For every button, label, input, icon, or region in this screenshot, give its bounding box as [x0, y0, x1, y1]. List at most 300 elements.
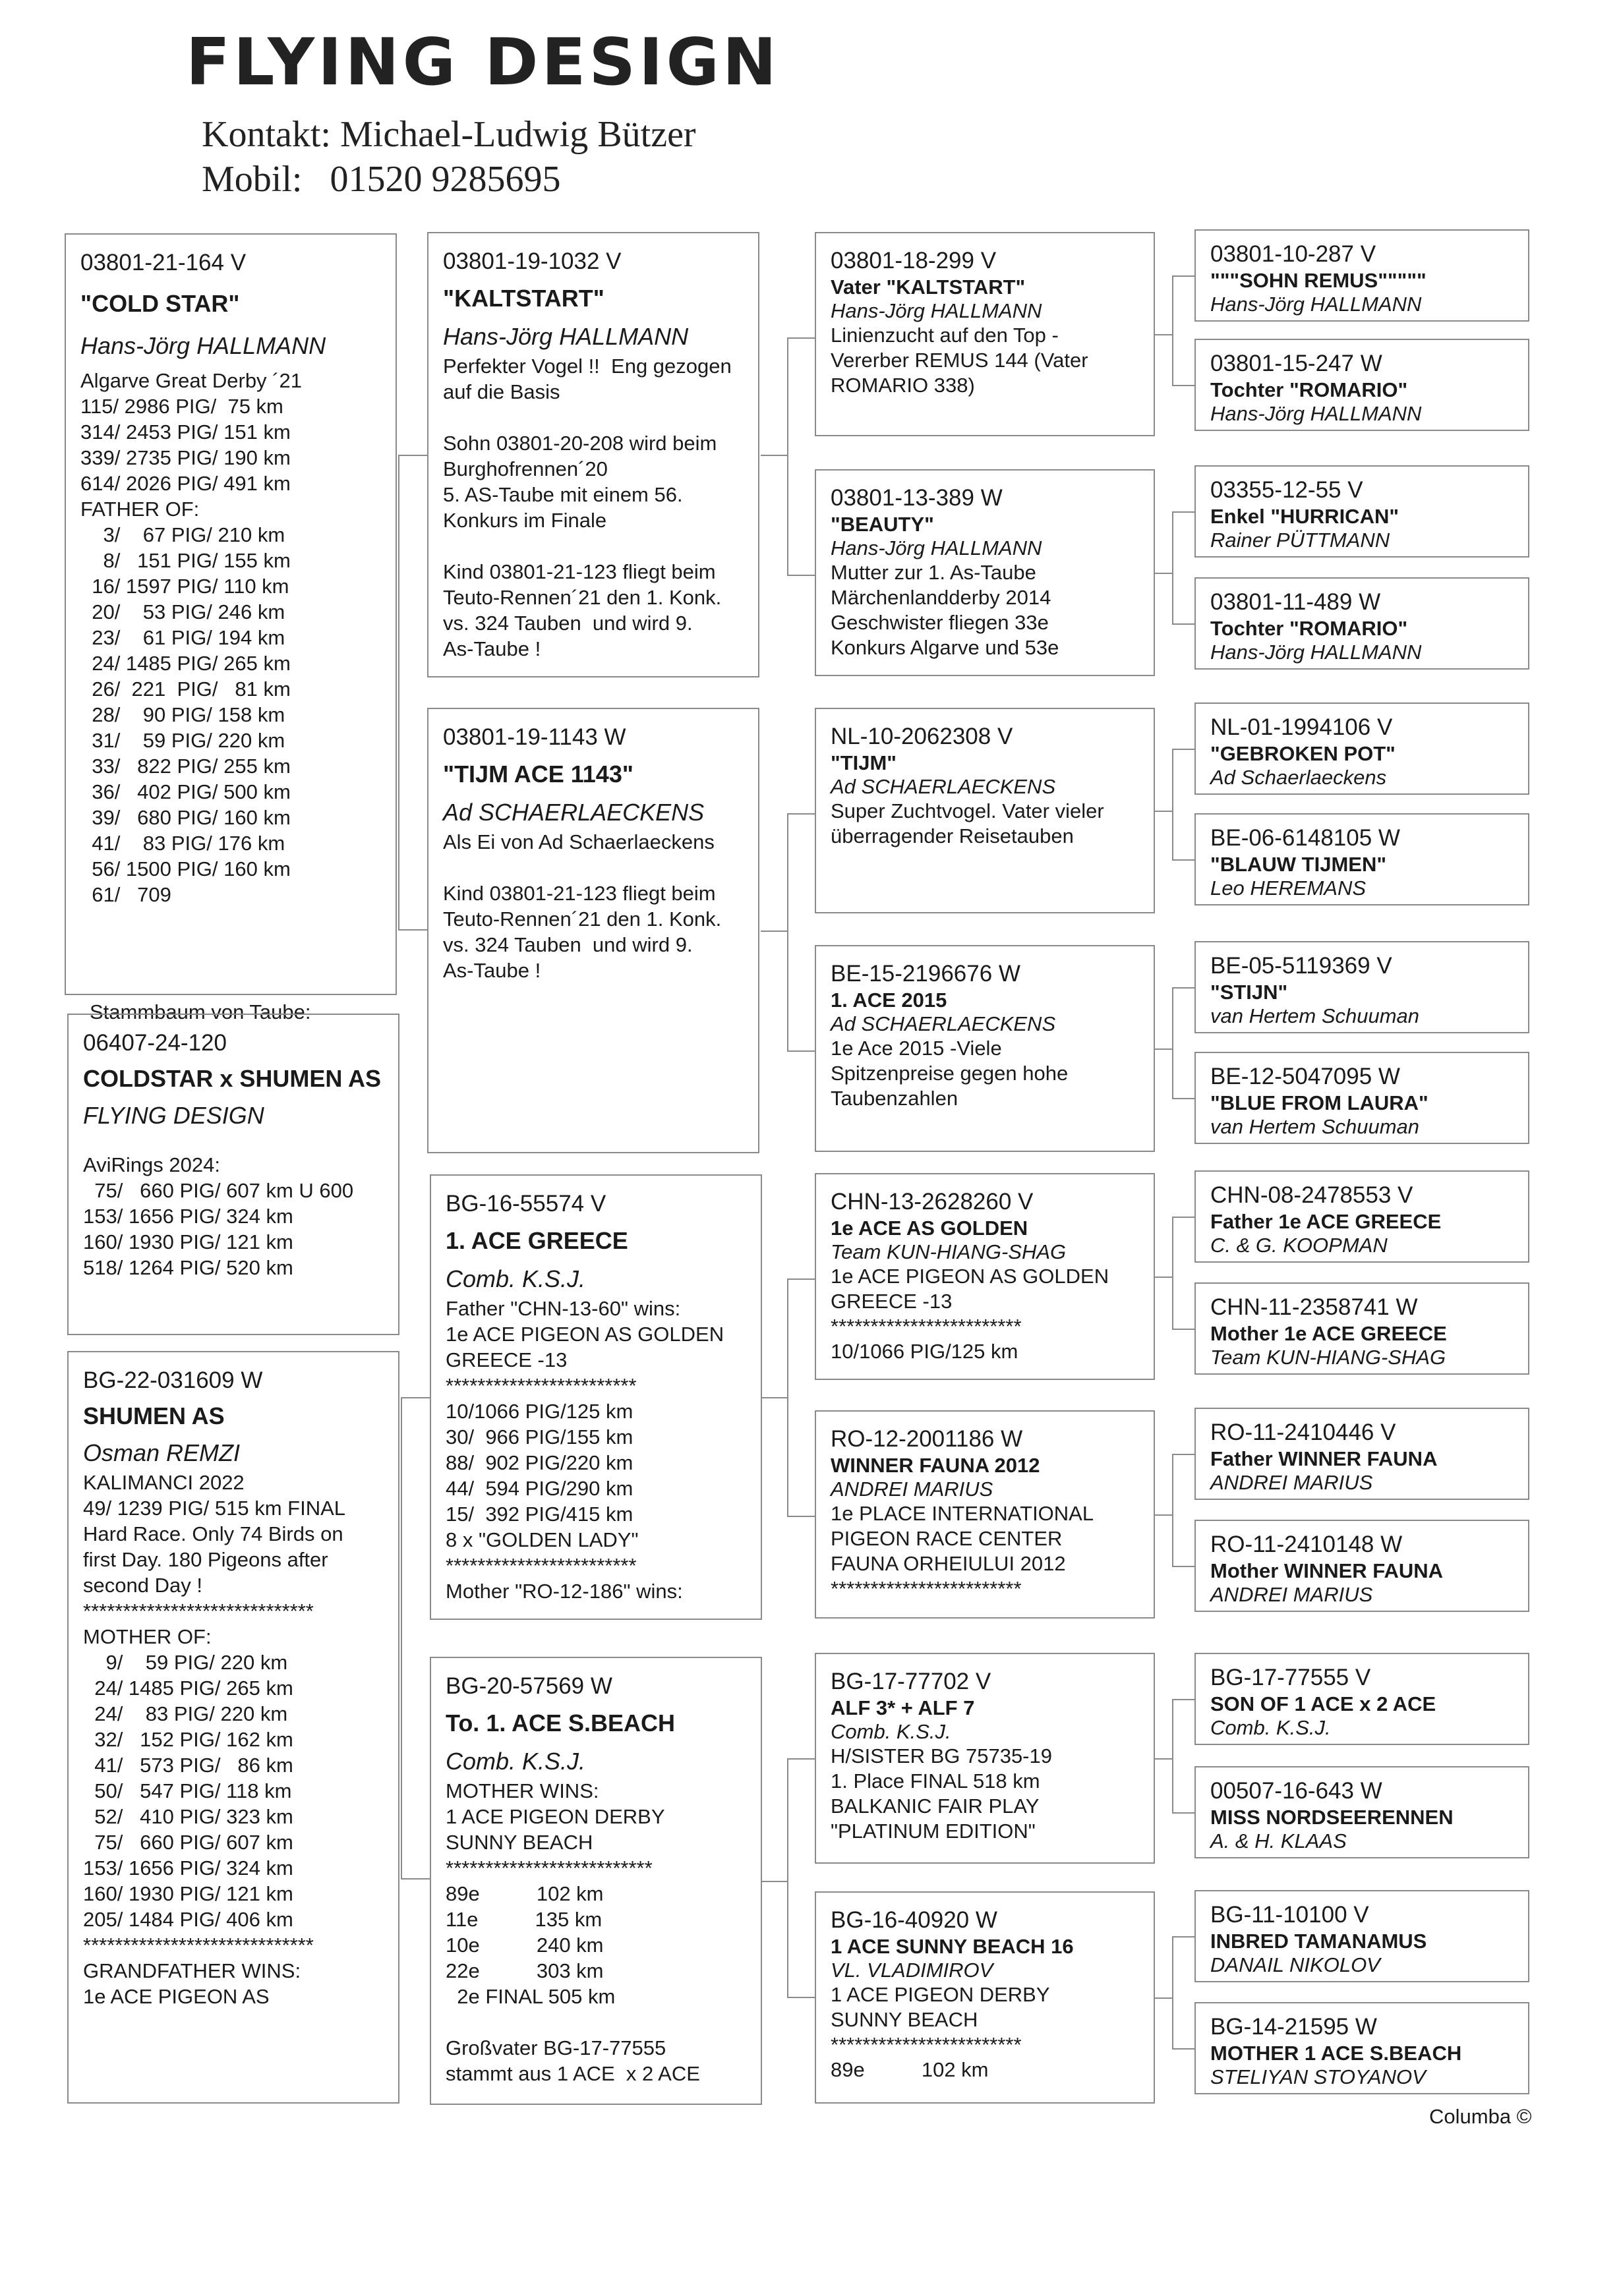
- note-line: ROMARIO 338): [831, 374, 975, 397]
- note-line: *****************************: [83, 1934, 314, 1957]
- note-line: 1e Ace 2015 -Viele: [831, 1037, 1002, 1060]
- note-line: 89e 102 km: [446, 1882, 604, 1905]
- pigeon-ring: 06407-24-120: [83, 1030, 227, 1056]
- ring-number: BG-17-77555 V: [1210, 1665, 1371, 1690]
- ring-number: BE-15-2196676 W: [831, 961, 1020, 987]
- note-line: 61/ 709: [80, 883, 171, 906]
- breeder-name: Team KUN-HIANG-SHAG: [1210, 1346, 1446, 1369]
- note-line: MOTHER WINS:: [446, 1779, 599, 1802]
- card-notes: [443, 829, 744, 983]
- connector-line: [1172, 623, 1194, 625]
- connector-line: [1172, 1566, 1194, 1567]
- note-line: Perfekter Vogel !! Eng gezogen: [443, 355, 732, 378]
- ring-number: RO-11-2410148 W: [1210, 1532, 1403, 1557]
- breeder-name: Ad SCHAERLAECKENS: [831, 1012, 1056, 1035]
- note-line: 88/ 902 PIG/220 km: [446, 1451, 633, 1474]
- pigeon-name: COLDSTAR x SHUMEN AS: [83, 1065, 382, 1092]
- gen4-card: [1194, 941, 1529, 1033]
- note-line: Burghofrennen´20: [443, 457, 608, 480]
- card-notes: [831, 1264, 1139, 1364]
- gen4-card: [1194, 577, 1529, 670]
- connector-line: [1155, 1758, 1172, 1760]
- note-line: GRANDFATHER WINS:: [83, 1959, 301, 1982]
- note-line: 5. AS-Taube mit einem 56.: [443, 483, 683, 506]
- connector-line: [787, 1758, 815, 1760]
- note-line: Spitzenpreise gegen hohe: [831, 1062, 1069, 1085]
- gen4-card: [1194, 2002, 1529, 2094]
- gen4-card: [1194, 1282, 1529, 1375]
- card-notes: [443, 353, 744, 662]
- note-line: SUNNY BEACH: [446, 1831, 593, 1854]
- note-line: vs. 324 Tauben und wird 9.: [443, 933, 693, 956]
- note-line: 24/ 1485 PIG/ 265 km: [83, 1677, 293, 1700]
- ring-number: 03801-10-287 V: [1210, 241, 1376, 267]
- note-line: FATHER OF:: [80, 498, 200, 521]
- note-line: 32/ 152 PIG/ 162 km: [83, 1728, 293, 1751]
- note-line: 41/ 83 PIG/ 176 km: [80, 832, 285, 855]
- ring-number: 03801-19-1143 W: [443, 724, 626, 750]
- note-line: Sohn 03801-20-208 wird beim: [443, 432, 717, 455]
- note-line: MOTHER OF:: [83, 1625, 212, 1648]
- connector-line: [787, 337, 788, 575]
- subject-breeder: Hans-Jörg HALLMANN: [80, 332, 326, 359]
- breeder-name: Ad SCHAERLAECKENS: [831, 775, 1056, 798]
- note-line: 41/ 573 PIG/ 86 km: [83, 1754, 293, 1777]
- note-line: Taubenzahlen: [831, 1087, 958, 1110]
- breeder-name: Hans-Jörg HALLMANN: [1210, 293, 1422, 316]
- connector-line: [761, 1881, 787, 1882]
- connector-line: [1172, 987, 1194, 989]
- pigeon-name: MOTHER 1 ACE S.BEACH: [1210, 2042, 1462, 2065]
- note-line: [443, 855, 744, 880]
- breeder-name: Leo HEREMANS: [1210, 876, 1367, 900]
- note-line: 1e PLACE INTERNATIONAL: [831, 1502, 1094, 1525]
- gen4-card: [1194, 813, 1529, 905]
- connector-line: [398, 929, 427, 931]
- pigeon-name: Father WINNER FAUNA: [1210, 1447, 1438, 1470]
- note-line: Teuto-Rennen´21 den 1. Konk.: [443, 907, 722, 931]
- dam-name: SHUMEN AS: [83, 1402, 225, 1429]
- note-line: 339/ 2735 PIG/ 190 km: [80, 446, 291, 469]
- note-line: 10/1066 PIG/125 km: [446, 1400, 633, 1423]
- connector-line: [401, 1397, 430, 1398]
- note-line: [443, 533, 744, 559]
- note-line: 75/ 660 PIG/ 607 km U 600: [83, 1179, 354, 1202]
- gen4-card: [1194, 229, 1529, 322]
- breeder-name: Comb. K.S.J.: [446, 1748, 586, 1775]
- note-line: "PLATINUM EDITION": [831, 1820, 1036, 1843]
- subject-name: "COLD STAR": [80, 290, 240, 317]
- gen4-card: [1194, 1408, 1529, 1500]
- page-title: FLYING DESIGN: [186, 25, 780, 100]
- card-notes: [446, 1778, 746, 2086]
- connector-line: [1172, 275, 1194, 277]
- note-line: ************************: [446, 1374, 637, 1397]
- connector-line: [1172, 1812, 1194, 1814]
- note-line: 24/ 1485 PIG/ 265 km: [80, 652, 291, 675]
- note-line: Super Zuchtvogel. Vater vieler: [831, 799, 1104, 822]
- gen3-card: [815, 708, 1155, 913]
- connector-line: [1172, 1329, 1194, 1330]
- gen3-card: [815, 469, 1155, 676]
- note-line: BALKANIC FAIR PLAY: [831, 1794, 1040, 1818]
- gen3-card: [815, 1653, 1155, 1864]
- pigeon-name: "BEAUTY": [831, 513, 934, 536]
- note-line: 518/ 1264 PIG/ 520 km: [83, 1256, 293, 1279]
- note-line: 11e 135 km: [446, 1908, 603, 1931]
- connector-line: [787, 1278, 815, 1280]
- ring-number: CHN-13-2628260 V: [831, 1189, 1034, 1215]
- dam-breeder: Osman REMZI: [83, 1439, 241, 1466]
- breeder-name: Comb. K.S.J.: [1210, 1716, 1331, 1739]
- pigeon-name: ALF 3* + ALF 7: [831, 1696, 975, 1719]
- breeder-name: Hans-Jörg HALLMANN: [1210, 402, 1422, 425]
- note-line: 33/ 822 PIG/ 255 km: [80, 755, 291, 778]
- connector-line: [1172, 275, 1173, 385]
- note-line: Linienzucht auf den Top -: [831, 324, 1059, 347]
- dam-card: [67, 1351, 399, 2104]
- note-line: 153/ 1656 PIG/ 324 km: [83, 1205, 293, 1228]
- breeder-name: STELIYAN STOYANOV: [1210, 2065, 1426, 2088]
- note-line: 50/ 547 PIG/ 118 km: [83, 1779, 292, 1802]
- card-notes: [831, 1982, 1139, 2082]
- note-line: Märchenlandderby 2014: [831, 586, 1051, 609]
- copyright: Columba ©: [1429, 2105, 1532, 2128]
- gen4-card: [1194, 1653, 1529, 1745]
- connector-line: [761, 931, 787, 932]
- note-line: 89e 102 km: [831, 2058, 989, 2081]
- note-line: 153/ 1656 PIG/ 324 km: [83, 1856, 293, 1880]
- connector-line: [1155, 1277, 1172, 1278]
- note-line: 1e ACE PIGEON AS GOLDEN: [446, 1323, 724, 1346]
- pigeon-name: WINNER FAUNA 2012: [831, 1454, 1040, 1477]
- note-line: 2e FINAL 505 km: [446, 1985, 616, 2008]
- connector-line: [761, 455, 787, 456]
- pigeon-notes: [83, 1152, 384, 1280]
- breeder-name: ANDREI MARIUS: [1210, 1471, 1373, 1494]
- connector-line: [401, 1878, 430, 1880]
- gen3-card: [815, 1891, 1155, 2104]
- connector-line: [398, 455, 427, 456]
- pigeon-name: "BLUE FROM LAURA": [1210, 1091, 1428, 1114]
- note-line: first Day. 180 Pigeons after: [83, 1548, 328, 1571]
- connector-line: [787, 813, 788, 1050]
- ring-number: 03801-11-489 W: [1210, 589, 1381, 615]
- connector-line: [1172, 1454, 1173, 1566]
- note-line: 75/ 660 PIG/ 607 km: [83, 1831, 293, 1854]
- note-line: 314/ 2453 PIG/ 151 km: [80, 420, 291, 444]
- connector-line: [1172, 2048, 1194, 2050]
- pigeon-card: [67, 1014, 399, 1335]
- pigeon-name: Enkel "HURRICAN": [1210, 505, 1399, 528]
- pigeon-name: Father 1e ACE GREECE: [1210, 1210, 1442, 1233]
- breeder-name: VL. VLADIMIROV: [831, 1959, 993, 1982]
- breeder-name: Comb. K.S.J.: [446, 1265, 586, 1292]
- ring-number: BG-17-77702 V: [831, 1669, 991, 1694]
- note-line: AviRings 2024:: [83, 1153, 220, 1176]
- note-line: Als Ei von Ad Schaerlaeckens: [443, 830, 715, 853]
- pigeon-name: Tochter "ROMARIO": [1210, 617, 1408, 640]
- dam-ring: BG-22-031609 W: [83, 1367, 263, 1393]
- note-line: GREECE -13: [446, 1348, 568, 1371]
- pigeon-name: Mother 1e ACE GREECE: [1210, 1322, 1447, 1345]
- connector-line: [1172, 385, 1194, 386]
- gen3-card: [815, 945, 1155, 1152]
- note-line: 160/ 1930 PIG/ 121 km: [83, 1230, 293, 1253]
- ring-number: BE-05-5119369 V: [1210, 953, 1392, 979]
- connector-line: [787, 575, 815, 576]
- pigeon-name: Vater "KALTSTART": [831, 275, 1026, 299]
- breeder-name: C. & G. KOOPMAN: [1210, 1234, 1388, 1257]
- connector-line: [1155, 1048, 1172, 1050]
- note-line: überragender Reisetauben: [831, 824, 1074, 847]
- pigeon-name: 1. ACE GREECE: [446, 1227, 628, 1254]
- connector-line: [1172, 749, 1173, 859]
- ring-number: 03801-15-247 W: [1210, 351, 1382, 376]
- gen3-card: [815, 1173, 1155, 1380]
- note-line: 26/ 221 PIG/ 81 km: [80, 677, 291, 701]
- pigeon-name: Tochter "ROMARIO": [1210, 378, 1408, 401]
- note-line: KALIMANCI 2022: [83, 1471, 245, 1494]
- ring-number: NL-01-1994106 V: [1210, 714, 1393, 740]
- connector-line: [787, 1516, 815, 1517]
- breeder-name: Comb. K.S.J.: [831, 1720, 951, 1743]
- connector-line: [1172, 749, 1194, 750]
- note-line: GREECE -13: [831, 1290, 953, 1313]
- note-line: 22e 303 km: [446, 1959, 604, 1982]
- note-line: Algarve Great Derby ´21: [80, 369, 302, 392]
- note-line: 23/ 61 PIG/ 194 km: [80, 626, 285, 649]
- breeder-name: Rainer PÜTTMANN: [1210, 529, 1390, 552]
- connector-line: [1172, 1217, 1173, 1329]
- connector-line: [1155, 1514, 1172, 1516]
- gen2-card: [427, 708, 759, 1153]
- pigeon-name: To. 1. ACE S.BEACH: [446, 1709, 676, 1736]
- pigeon-name: "STIJN": [1210, 981, 1288, 1004]
- gen3-card: [815, 232, 1155, 436]
- note-line: ************************: [831, 2033, 1022, 2056]
- note-line: vs. 324 Tauben und wird 9.: [443, 612, 693, 635]
- connector-line: [787, 1997, 815, 1998]
- pigeon-name: """SOHN REMUS""""": [1210, 269, 1427, 292]
- connector-line: [1155, 334, 1172, 335]
- connector-line: [1155, 1997, 1172, 1999]
- pigeon-name: "TIJM ACE 1143": [443, 761, 633, 788]
- note-line: 205/ 1484 PIG/ 406 km: [83, 1908, 293, 1931]
- pigeon-breeder: FLYING DESIGN: [83, 1102, 264, 1129]
- note-line: 115/ 2986 PIG/ 75 km: [80, 395, 283, 418]
- connector-line: [401, 1397, 402, 1878]
- note-line: stammt aus 1 ACE x 2 ACE: [446, 2062, 700, 2085]
- note-line: 28/ 90 PIG/ 158 km: [80, 703, 285, 726]
- note-line: ************************: [831, 1577, 1022, 1600]
- breeder-name: DANAIL NIKOLOV: [1210, 1953, 1380, 1976]
- pigeon-name: "BLAUW TIJMEN": [1210, 853, 1387, 876]
- note-line: Konkurs Algarve und 53e: [831, 636, 1059, 659]
- note-line: Kind 03801-21-123 fliegt beim: [443, 882, 716, 905]
- ring-number: 03801-19-1032 V: [443, 248, 622, 274]
- note-line: Kind 03801-21-123 fliegt beim: [443, 560, 716, 583]
- ring-number: BG-16-55574 V: [446, 1191, 606, 1217]
- breeder-name: ANDREI MARIUS: [1210, 1583, 1373, 1606]
- note-line: Geschwister fliegen 33e: [831, 611, 1049, 634]
- note-line: 20/ 53 PIG/ 246 km: [80, 600, 285, 623]
- note-line: 30/ 966 PIG/155 km: [446, 1425, 633, 1449]
- note-line: 39/ 680 PIG/ 160 km: [80, 806, 291, 829]
- pigeon-name: Mother WINNER FAUNA: [1210, 1559, 1444, 1582]
- note-line: Teuto-Rennen´21 den 1. Konk.: [443, 586, 722, 609]
- pigeon-name: 1e ACE AS GOLDEN: [831, 1217, 1028, 1240]
- note-line: [446, 2009, 746, 2035]
- connector-line: [1172, 1098, 1194, 1099]
- card-notes: [831, 1036, 1139, 1111]
- note-line: **************************: [446, 1856, 653, 1880]
- pigeon-name: "GEBROKEN POT": [1210, 742, 1396, 765]
- connector-line: [1155, 811, 1172, 812]
- breeder-name: Ad Schaerlaeckens: [1210, 766, 1387, 789]
- note-line: ************************: [831, 1315, 1022, 1338]
- contact-line: Kontakt: Michael-Ludwig Bützer: [202, 114, 696, 155]
- connector-line: [787, 1050, 815, 1052]
- note-line: As-Taube !: [443, 959, 541, 982]
- connector-line: [1172, 511, 1194, 513]
- note-line: *****************************: [83, 1599, 314, 1622]
- note-line: 8/ 151 PIG/ 155 km: [80, 549, 291, 572]
- ring-number: BG-16-40920 W: [831, 1907, 997, 1933]
- ring-number: RO-11-2410446 V: [1210, 1420, 1396, 1445]
- note-line: 24/ 83 PIG/ 220 km: [83, 1702, 288, 1725]
- ring-number: BE-12-5047095 W: [1210, 1064, 1400, 1089]
- connector-line: [1172, 511, 1173, 623]
- mobile-line: Mobil: 01520 9285695: [202, 159, 561, 200]
- ring-number: 03801-13-389 W: [831, 485, 1003, 511]
- gen4-card: [1194, 1520, 1529, 1612]
- connector-line: [1172, 1936, 1194, 1937]
- note-line: 8 x "GOLDEN LADY": [446, 1528, 639, 1551]
- connector-line: [787, 813, 815, 815]
- note-line: 31/ 59 PIG/ 220 km: [80, 729, 285, 752]
- note-line: ************************: [446, 1554, 637, 1577]
- pedigree-label: Stammbaum von Taube:: [84, 1000, 316, 1024]
- note-line: 10/1066 PIG/125 km: [831, 1340, 1018, 1363]
- gen4-card: [1194, 1766, 1529, 1858]
- ring-number: 03801-18-299 V: [831, 248, 997, 273]
- card-notes: [831, 560, 1139, 660]
- note-line: 44/ 594 PIG/290 km: [446, 1477, 633, 1500]
- gen2-card: [427, 232, 759, 677]
- connector-line: [1172, 1699, 1194, 1700]
- pigeon-name: MISS NORDSEERENNEN: [1210, 1806, 1454, 1829]
- note-line: Father "CHN-13-60" wins:: [446, 1297, 681, 1320]
- note-line: Großvater BG-17-77555: [446, 2036, 666, 2059]
- connector-line: [787, 1278, 788, 1516]
- connector-line: [1172, 987, 1173, 1098]
- subject-card: [65, 233, 397, 995]
- note-line: FAUNA ORHEIULUI 2012: [831, 1552, 1066, 1575]
- breeder-name: Hans-Jörg HALLMANN: [831, 536, 1042, 560]
- connector-line: [1172, 1699, 1173, 1812]
- note-line: Konkurs im Finale: [443, 509, 607, 532]
- note-line: Mutter zur 1. As-Taube: [831, 561, 1036, 584]
- subject-ring: 03801-21-164 V: [80, 250, 247, 275]
- gen4-card: [1194, 703, 1529, 795]
- pigeon-name: 1 ACE SUNNY BEACH 16: [831, 1935, 1074, 1958]
- breeder-name: van Hertem Schuuman: [1210, 1004, 1420, 1027]
- gen4-card: [1194, 339, 1529, 431]
- ring-number: CHN-08-2478553 V: [1210, 1182, 1413, 1208]
- connector-line: [1172, 859, 1194, 861]
- connector-line: [1155, 573, 1172, 574]
- note-line: As-Taube !: [443, 637, 541, 660]
- note-line: H/SISTER BG 75735-19: [831, 1744, 1052, 1767]
- ring-number: BG-14-21595 W: [1210, 2014, 1377, 2040]
- pigeon-name: "TIJM": [831, 751, 897, 774]
- note-line: Vererber REMUS 144 (Vater: [831, 349, 1088, 372]
- ring-number: CHN-11-2358741 W: [1210, 1294, 1418, 1320]
- note-line: 614/ 2026 PIG/ 491 km: [80, 472, 291, 495]
- note-line: SUNNY BEACH: [831, 2008, 978, 2031]
- breeder-name: van Hertem Schuuman: [1210, 1115, 1420, 1138]
- note-line: [443, 405, 744, 430]
- card-notes: [831, 799, 1139, 849]
- breeder-name: Hans-Jörg HALLMANN: [443, 323, 689, 350]
- card-notes: [831, 1744, 1139, 1844]
- pigeon-name: "KALTSTART": [443, 285, 604, 312]
- note-line: 1. Place FINAL 518 km: [831, 1769, 1040, 1793]
- note-line: 15/ 392 PIG/415 km: [446, 1503, 633, 1526]
- ring-number: 03355-12-55 V: [1210, 477, 1363, 503]
- pigeon-name: 1. ACE 2015: [831, 989, 947, 1012]
- gen4-card: [1194, 465, 1529, 558]
- note-line: auf die Basis: [443, 380, 560, 403]
- ring-number: RO-12-2001186 W: [831, 1426, 1023, 1452]
- note-line: 1e ACE PIGEON AS GOLDEN: [831, 1265, 1109, 1288]
- connector-line: [398, 455, 399, 929]
- breeder-name: ANDREI MARIUS: [831, 1478, 993, 1501]
- subject-notes: [80, 368, 381, 907]
- breeder-name: A. & H. KLAAS: [1210, 1829, 1347, 1852]
- note-line: 1e ACE PIGEON AS: [83, 1985, 270, 2008]
- note-line: 3/ 67 PIG/ 210 km: [80, 523, 285, 546]
- note-line: 36/ 402 PIG/ 500 km: [80, 780, 291, 803]
- connector-line: [787, 337, 815, 339]
- breeder-name: Hans-Jörg HALLMANN: [831, 299, 1042, 322]
- note-line: second Day !: [83, 1574, 202, 1597]
- breeder-name: Ad SCHAERLAECKENS: [443, 799, 705, 826]
- pigeon-name: INBRED TAMANAMUS: [1210, 1930, 1427, 1953]
- connector-line: [761, 1397, 787, 1398]
- note-line: 1 ACE PIGEON DERBY: [446, 1805, 665, 1828]
- note-line: 1 ACE PIGEON DERBY: [831, 1983, 1050, 2006]
- note-line: 160/ 1930 PIG/ 121 km: [83, 1882, 293, 1905]
- card-notes: [831, 1501, 1139, 1601]
- note-line: 49/ 1239 PIG/ 515 km FINAL: [83, 1497, 346, 1520]
- note-line: Hard Race. Only 74 Birds on: [83, 1522, 343, 1545]
- dam-notes: [83, 1470, 384, 2009]
- connector-line: [787, 1758, 788, 1997]
- ring-number: 00507-16-643 W: [1210, 1778, 1382, 1804]
- note-line: 16/ 1597 PIG/ 110 km: [80, 575, 289, 598]
- connector-line: [1172, 1454, 1194, 1455]
- gen4-card: [1194, 1052, 1529, 1144]
- note-line: 56/ 1500 PIG/ 160 km: [80, 857, 291, 880]
- gen4-card: [1194, 1170, 1529, 1263]
- breeder-name: Team KUN-HIANG-SHAG: [831, 1240, 1067, 1263]
- gen4-card: [1194, 1890, 1529, 1982]
- note-line: 10e 240 km: [446, 1934, 604, 1957]
- note-line: 52/ 410 PIG/ 323 km: [83, 1805, 293, 1828]
- pigeon-name: SON OF 1 ACE x 2 ACE: [1210, 1692, 1436, 1715]
